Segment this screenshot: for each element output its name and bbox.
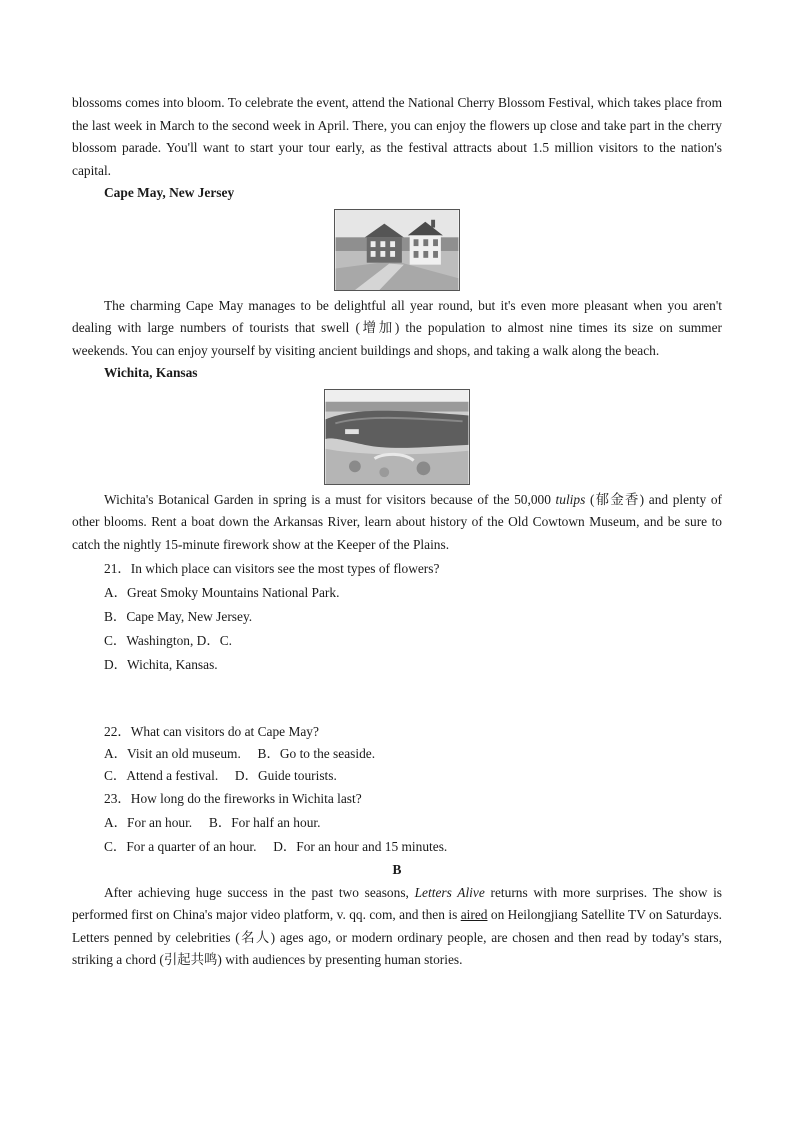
figure-cape-may: [72, 209, 722, 291]
section-b-label: B: [392, 862, 402, 877]
heading-cape-may: Cape May, New Jersey: [104, 185, 235, 200]
q21-option-b: B．Cape May, New Jersey.: [104, 608, 253, 624]
q23-options-ab: A．For an hour. B．For half an hour.: [104, 815, 321, 830]
show-title: Letters Alive: [414, 884, 485, 900]
q21-option-c: C．Washington, D．C.: [104, 632, 232, 648]
wichita-tulips: tulips: [555, 491, 586, 507]
b-text-1: After achieving huge success in the past two seasons,: [104, 884, 415, 900]
heading-wichita: Wichita, Kansas: [104, 365, 198, 380]
page-content: [72, 92, 722, 972]
wichita-river-photo: [324, 389, 470, 485]
q21-option-a: A．Great Smoky Mountains National Park.: [104, 584, 340, 600]
spacer: [72, 677, 722, 721]
question-21: 21．In which place can visitors see the most types of flowers?: [104, 561, 440, 576]
question-23: 23．How long do the fireworks in Wichita last?: [104, 791, 362, 806]
wichita-text-1: Wichita's Botanical Garden in spring is a must for visitors because of the 50,000: [104, 491, 556, 507]
q23-options-cd: C．For a quarter of an hour. D．For an hour and 15 minutes.: [104, 839, 448, 854]
wichita-text-2: (郁金香) and plenty of other blooms. Rent a boat down the Arkansas River, learn about history of the Old Cowtown Museum, and be sure to catch the nightly 15-minute firework show at the Keeper of the Plains.: [72, 491, 722, 552]
q21-option-d: D．Wichita, Kansas.: [104, 656, 218, 672]
q22-options-cd: C．Attend a festival. D．Guide tourists.: [104, 768, 337, 783]
q22-options-ab: A．Visit an old museum. B．Go to the seaside.: [104, 746, 376, 761]
underlined-word-aired: aired: [460, 907, 488, 922]
figure-wichita: [72, 389, 722, 485]
paragraph-wichita: [72, 489, 722, 557]
cape-may-house-photo: [334, 209, 460, 291]
b-text-3: on Heilongjiang Satellite TV on Saturdays. Letters penned by celebrities (名人) ages ago, or modern ordinary people, are chosen and then read by today's stars, striking a chord (引起共鸣) with audiences by presenting human stories.: [72, 907, 723, 967]
paragraph-letters-alive: [72, 882, 722, 972]
b-text-2: returns with more surprises. The show is performed first on China's major video platform, v. qq. com, and then is: [72, 884, 723, 922]
paragraph-cherry-blossom: blossoms comes into bloom. To celebrate the event, attend the National Cherry Blossom Festival, which takes place from the last week in March to the second week in April. There, you can enjoy the flowers up close and take part in the cherry blossom parade. You'll want to start your tour early, as the festival attracts about 1.5 million visitors to the nation's capital.: [72, 95, 722, 178]
paragraph-cape-may: The charming Cape May manages to be delightful all year round, but it's even more pleasant when you aren't dealing with large numbers of tourists that swell (增加) the population to almost nine times its size on summer weekends. You can enjoy yourself by visiting ancient buildings and shops, and taking a walk along the beach.: [72, 297, 722, 358]
question-22: 22．What can visitors do at Cape May?: [104, 723, 319, 739]
